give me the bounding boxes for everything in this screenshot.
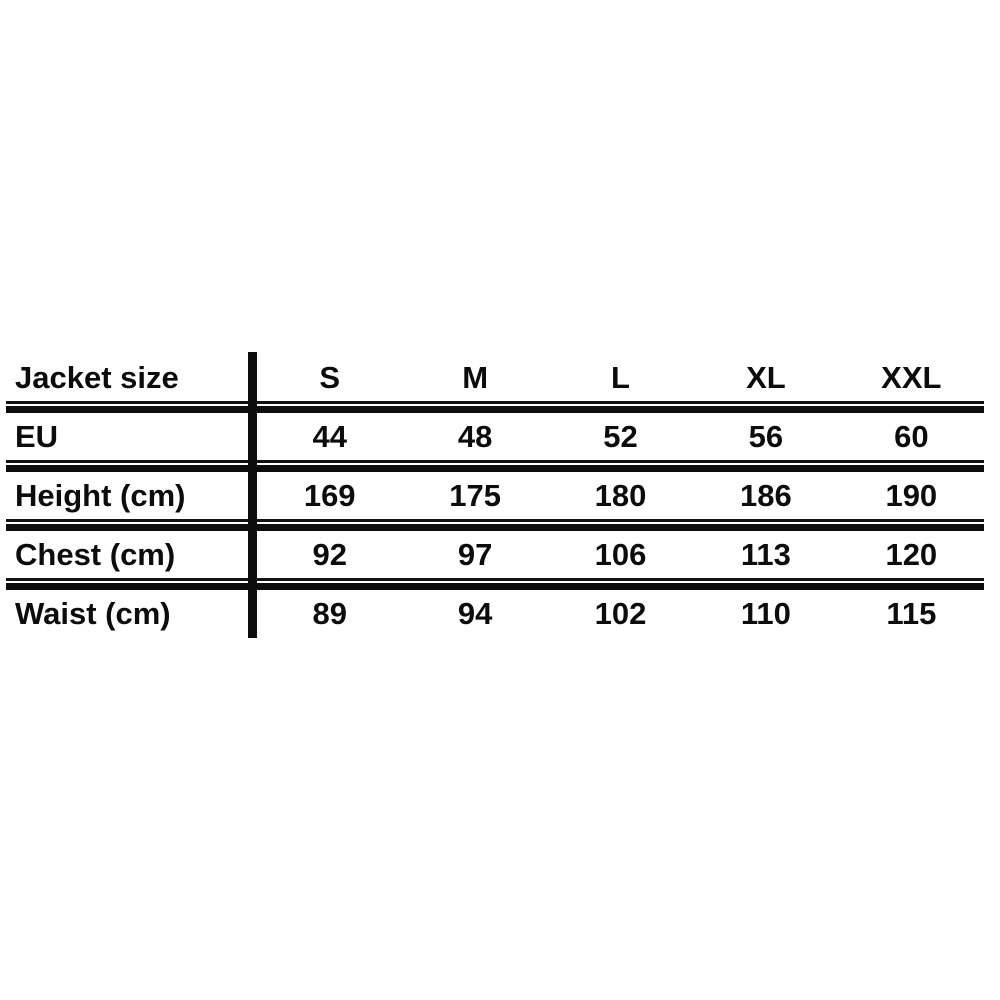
table-row-eu (6, 413, 984, 460)
table-row-waist (6, 590, 984, 637)
row-label: Chest (cm) (15, 536, 176, 572)
row-separator (6, 401, 984, 413)
cell-value: 190 (885, 477, 938, 513)
row-separator (6, 460, 984, 472)
header-row (6, 354, 984, 401)
row-label: EU (15, 418, 59, 454)
cell-value: 120 (885, 536, 938, 572)
cell-value: 110 (740, 595, 791, 631)
cell-value: 60 (894, 418, 929, 454)
row-label: Height (cm) (15, 477, 186, 513)
table-title: Jacket size (15, 359, 179, 395)
cell-value: 94 (457, 595, 493, 631)
table-row-chest (6, 531, 984, 578)
cell-value: 186 (740, 477, 792, 513)
cell-value: 175 (449, 477, 501, 513)
cell-value: 48 (457, 418, 493, 454)
row-separator (6, 519, 984, 531)
column-divider-line (248, 352, 257, 638)
table-row-height (6, 472, 984, 519)
row-separator (6, 578, 984, 590)
cell-value: 169 (303, 477, 356, 513)
jacket-size-table (6, 354, 984, 637)
column-header-m: M (462, 359, 489, 395)
cell-value: 89 (312, 595, 347, 631)
cell-value: 97 (457, 536, 493, 572)
row-label: Waist (cm) (15, 595, 171, 631)
column-header-s: S (319, 359, 341, 395)
column-header-xl: XL (746, 359, 786, 395)
column-header-l: L (611, 359, 630, 395)
cell-value: 113 (740, 536, 791, 572)
cell-value: 56 (748, 418, 784, 454)
cell-value: 106 (594, 536, 647, 572)
cell-value: 52 (603, 418, 638, 454)
cell-value: 44 (312, 418, 347, 454)
cell-value: 102 (594, 595, 647, 631)
cell-value: 180 (594, 477, 647, 513)
cell-value: 92 (312, 536, 347, 572)
column-header-xxl: XXL (881, 359, 942, 395)
cell-value: 115 (886, 595, 937, 631)
